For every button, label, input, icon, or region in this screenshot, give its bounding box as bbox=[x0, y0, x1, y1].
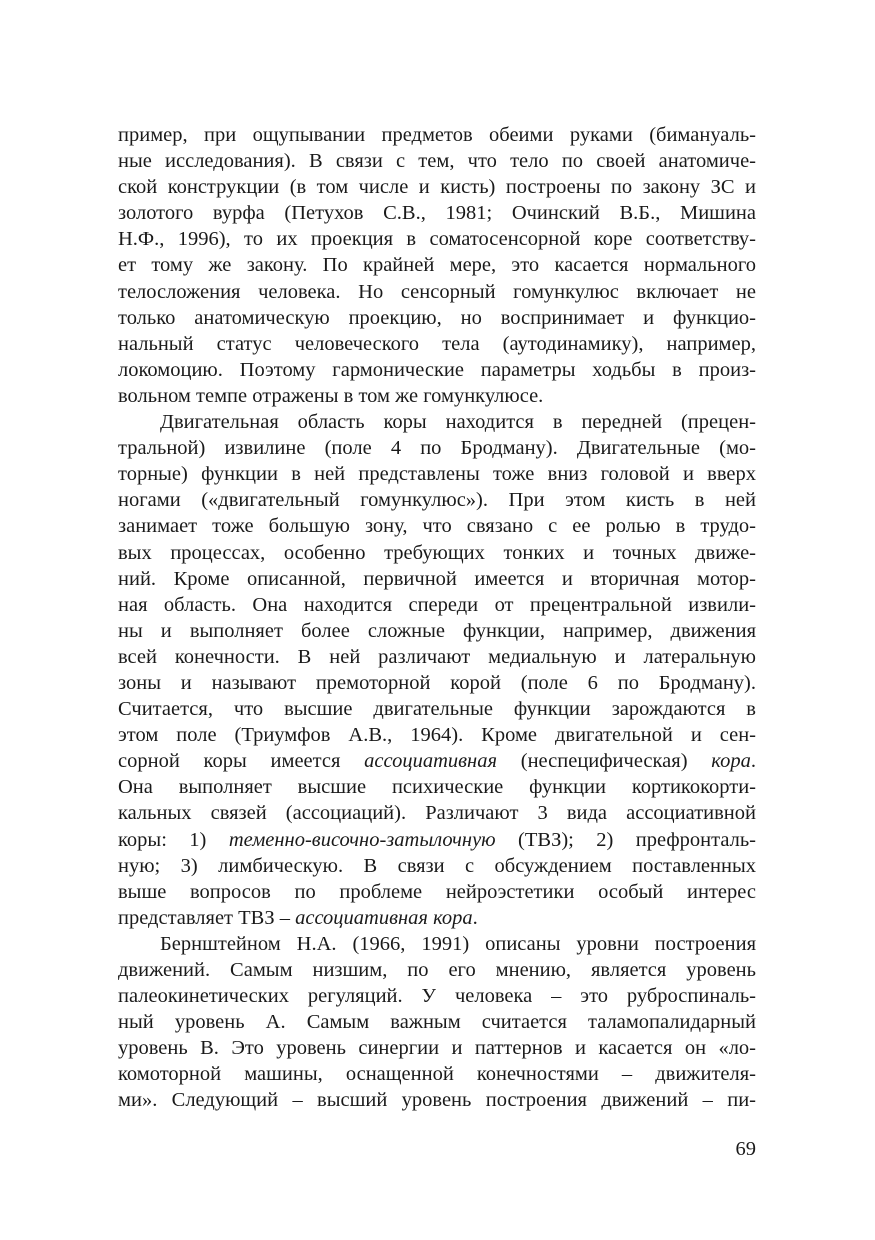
text-line bbox=[118, 435, 756, 461]
italic-term: кора bbox=[711, 750, 751, 773]
text-line bbox=[118, 148, 756, 174]
text-run: Она выполняет высшие психические функции кортикокорти- bbox=[118, 776, 756, 799]
text-run: Бернштейном Н.А. (1966, 1991) описаны уровни построения bbox=[160, 932, 756, 955]
text-run: уровень В. Это уровень синергии и паттернов и касается он «ло- bbox=[118, 1037, 756, 1060]
text-run: Н.Ф., 1996), то их проекция в соматосенсорной коре соответству- bbox=[118, 228, 756, 251]
text-line bbox=[118, 461, 756, 487]
text-run: зоны и называют премоторной корой (поле 6 по Бродману). bbox=[118, 671, 756, 694]
paragraph bbox=[118, 409, 756, 931]
text-run: (ТВЗ); 2) префронталь- bbox=[495, 828, 757, 851]
text-line bbox=[118, 513, 756, 539]
page-text bbox=[118, 122, 756, 1114]
text-line bbox=[118, 487, 756, 513]
text-run: ет тому же закону. По крайней мере, это касается нормального bbox=[118, 254, 756, 277]
text-run: . bbox=[472, 906, 478, 929]
text-run: сорной коры имеется bbox=[118, 750, 365, 773]
text-run: Считается, что высшие двигательные функции зарождаются в bbox=[118, 698, 756, 721]
text-run: телосложения человека. Но сенсорный гомункулюс включает не bbox=[118, 280, 756, 303]
text-run: ны и выполняет более сложные функции, например, движения bbox=[118, 619, 756, 642]
text-run: . bbox=[750, 750, 756, 773]
text-line bbox=[118, 670, 756, 696]
text-line bbox=[118, 226, 756, 252]
text-line bbox=[118, 1087, 756, 1113]
text-run: ная область. Она находится спереди от прецентральной извили- bbox=[118, 593, 756, 616]
text-run: нальный статус человеческого тела (аутодинамику), например, bbox=[118, 332, 756, 355]
text-run: выше вопросов по проблеме нейроэстетики особый интерес bbox=[118, 880, 756, 903]
italic-term: ассоциативная кора bbox=[295, 906, 473, 929]
page-number: 69 bbox=[735, 1138, 756, 1160]
text-line bbox=[118, 618, 756, 644]
text-line bbox=[118, 200, 756, 226]
text-line bbox=[118, 357, 756, 383]
text-run: вых процессах, особенно требующих тонких и точных движе- bbox=[118, 541, 756, 564]
paragraph bbox=[118, 931, 756, 1114]
text-run: движений. Самым низшим, по его мнению, является уровень bbox=[118, 959, 756, 981]
text-line bbox=[118, 983, 756, 1009]
text-run: ную; 3) лимбическую. В связи с обсуждением поставленных bbox=[118, 854, 756, 877]
text-line bbox=[118, 748, 756, 774]
text-line bbox=[118, 409, 756, 435]
text-run: золотого вурфа (Петухов С.В., 1981; Очинский В.Б., Мишина bbox=[118, 202, 756, 225]
text-line bbox=[118, 252, 756, 278]
text-run: ногами («двигательный гомункулюс»). При этом кисть в ней bbox=[118, 489, 756, 512]
text-run: ные исследования). В связи с тем, что тело по своей анатомиче- bbox=[118, 150, 756, 173]
italic-term: теменно-височно-затылочную bbox=[228, 828, 496, 851]
text-run: торные) функции в ней представлены тоже вниз головой и вверх bbox=[118, 463, 756, 486]
paragraph bbox=[118, 122, 756, 409]
text-line bbox=[118, 122, 756, 148]
text-line bbox=[118, 279, 756, 305]
text-line bbox=[118, 1009, 756, 1035]
text-line bbox=[118, 696, 756, 722]
text-line bbox=[118, 905, 756, 931]
text-run: коры: 1) bbox=[118, 828, 229, 851]
text-line bbox=[118, 957, 756, 983]
text-line bbox=[118, 644, 756, 670]
text-run: только анатомическую проекцию, но воспринимает и функцио- bbox=[118, 306, 756, 329]
text-line bbox=[118, 853, 756, 879]
text-run: ный уровень А. Самым важным считается таламопалидарный bbox=[118, 1011, 756, 1034]
text-line bbox=[118, 827, 756, 853]
text-run: палеокинетических регуляций. У человека – это руброспиналь- bbox=[118, 985, 756, 1008]
text-run: кальных связей (ассоциаций). Различают 3 вида ассоциативной bbox=[118, 802, 756, 825]
italic-term: ассоциативная bbox=[364, 750, 497, 773]
text-line bbox=[118, 879, 756, 905]
text-run: представляет ТВЗ – bbox=[118, 906, 296, 929]
text-line bbox=[118, 174, 756, 200]
text-run: вольном темпе отражены в том же гомункулюсе. bbox=[118, 384, 544, 407]
text-run: ской конструкции (в том числе и кисть) построены по закону ЗС и bbox=[118, 176, 756, 199]
text-line bbox=[118, 931, 756, 957]
text-run: локомоцию. Поэтому гармонические параметры ходьбы в произ- bbox=[118, 358, 756, 381]
text-run: всей конечности. В ней различают медиальную и латеральную bbox=[118, 645, 756, 668]
text-line bbox=[118, 1061, 756, 1087]
text-line bbox=[118, 1035, 756, 1061]
text-run: тральной) извилине (поле 4 по Бродману). Двигательные (мо- bbox=[118, 437, 756, 460]
text-line bbox=[118, 592, 756, 618]
text-run: Двигательная область коры находится в передней (прецен- bbox=[160, 411, 756, 434]
text-line bbox=[118, 305, 756, 331]
text-line bbox=[118, 383, 756, 409]
text-line bbox=[118, 566, 756, 592]
text-run: этом поле (Триумфов А.В., 1964). Кроме двигательной и сен- bbox=[118, 724, 756, 747]
text-run: пример, при ощупывании предметов обеими руками (бимануаль- bbox=[118, 124, 756, 146]
text-line bbox=[118, 800, 756, 826]
text-run: ний. Кроме описанной, первичной имеется и вторичная мотор- bbox=[118, 567, 756, 590]
text-line bbox=[118, 722, 756, 748]
text-line bbox=[118, 774, 756, 800]
text-run: ми». Следующий – высший уровень построения движений – пи- bbox=[118, 1089, 756, 1112]
text-run: занимает тоже большую зону, что связано с ее ролью в трудо- bbox=[118, 515, 756, 538]
text-line bbox=[118, 331, 756, 357]
text-run: комоторной машины, оснащенной конечностями – движителя- bbox=[118, 1063, 756, 1086]
text-run: (неспецифическая) bbox=[496, 750, 712, 773]
text-line bbox=[118, 540, 756, 566]
